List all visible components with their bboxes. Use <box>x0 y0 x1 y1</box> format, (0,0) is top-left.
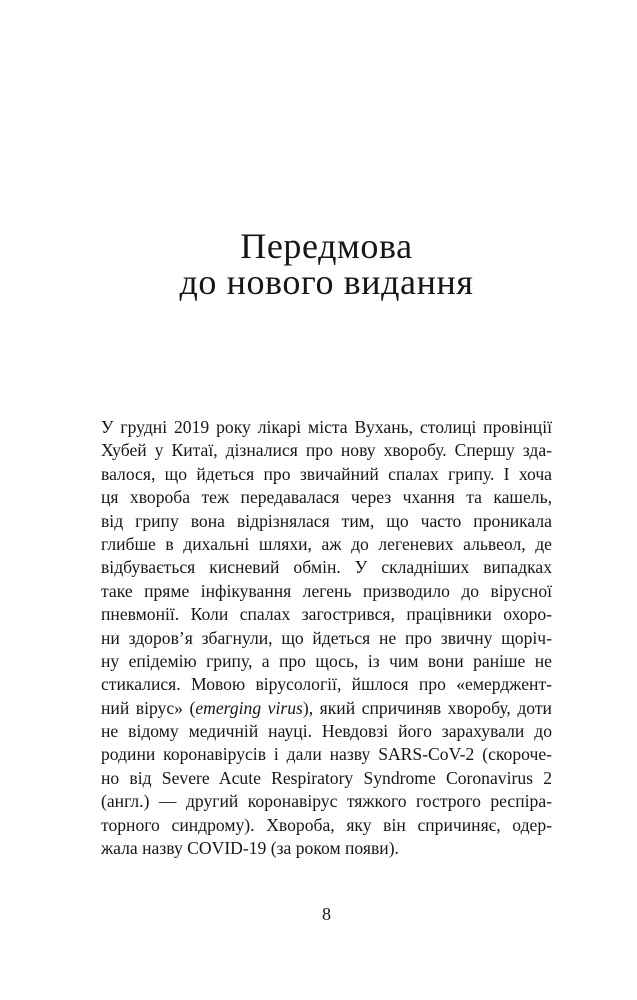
paragraph-line-with-italic <box>101 697 552 720</box>
paragraph-line: ну епідемію грипу, а про щось, із чим вони раніше не <box>101 650 552 671</box>
page-number: 8 <box>322 904 331 924</box>
paragraph-line: таке пряме інфікування легень призводило до вірусної <box>101 580 552 601</box>
paragraph-line: не відому медичній науці. Невдовзі його зарахували до <box>101 721 552 742</box>
paragraph-line: Хубей у Китаї, дізналися про нову хворобу. Спершу зда- <box>101 440 552 461</box>
paragraph-line: ця хвороба теж передавалася через чхання та кашель, <box>101 487 552 508</box>
paragraph-line: від грипу вона відрізнялася тим, що часто проникала <box>101 510 552 531</box>
line-text: ), який спричиняв хворобу, доти <box>302 697 552 718</box>
paragraph-line: жала назву COVID-19 (за роком появи). <box>101 838 399 859</box>
paragraph-line: У грудні 2019 року лікарі міста Вухань, столиці провінції <box>101 417 552 437</box>
paragraph-line: стикалися. Мовою вірусології, йшлося про «емерджент- <box>101 674 552 695</box>
body-paragraph <box>101 416 552 860</box>
chapter-heading-line2: до нового видання <box>179 262 474 302</box>
paragraph-line: відбувається кисневий обмін. У складніших випадках <box>101 557 552 578</box>
paragraph-line: но від Severe Acute Respiratory Syndrome Coronavirus 2 <box>101 767 552 788</box>
paragraph-line: валося, що йдеться про звичайний спалах грипу. І хоча <box>101 463 552 484</box>
chapter-heading <box>101 228 552 300</box>
italic-term: emerging virus <box>195 697 303 718</box>
paragraph-line: торного синдрому). Хвороба, яку він спричиняє, одер- <box>101 814 552 835</box>
chapter-heading-line1: Передмова <box>240 226 413 266</box>
line-text: ний вірус» ( <box>101 697 196 718</box>
paragraph-line: родини коронавірусів і дали назву SARS-CoV-2 (скороче- <box>101 744 552 765</box>
paragraph-line: пневмонії. Коли спалах загострився, працівники охоро- <box>101 604 552 625</box>
paragraph-line: глибше в дихальні шляхи, аж до легеневих альвеол, де <box>101 533 552 554</box>
paragraph-line: (англ.) — другий коронавірус тяжкого гострого респіра- <box>101 791 552 812</box>
paragraph-line: ни здоров’я збагнули, що йдеться не про звичну щоріч- <box>101 627 552 648</box>
